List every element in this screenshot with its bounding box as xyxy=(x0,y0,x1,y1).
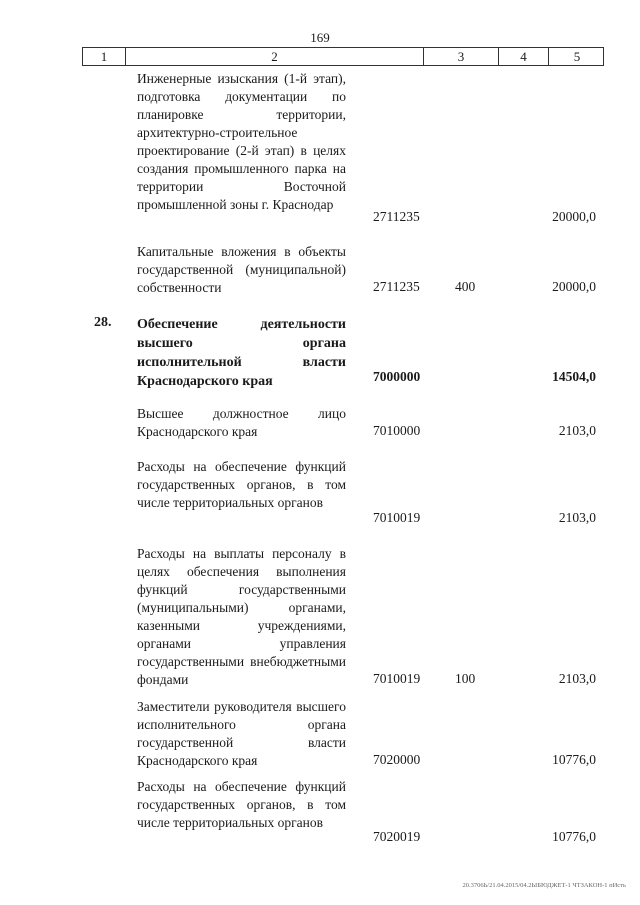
header-col-2: 2 xyxy=(126,48,424,65)
row-code: 7010019 xyxy=(373,510,421,525)
row-amount: 2103,0 xyxy=(558,671,596,686)
row-amount: 20000,0 xyxy=(552,209,596,224)
row-description: Капитальные вложения в объекты государственной (муниципальной) собственности xyxy=(137,244,346,295)
document-footer: 20.3706Ь/21.04.2015/04.2ЫБЮДЖЕТ-1 ЧТЗАКОН-1 пИсть xyxy=(462,882,626,889)
row-description: Заместители руководителя высшего исполнительного органа государственной власти Краснодарского края xyxy=(137,699,346,768)
header-col-5: 5 xyxy=(573,49,581,64)
row-amount: 2103,0 xyxy=(558,423,596,438)
row-amount: 14504,0 xyxy=(552,369,596,384)
row-description: Инженерные изыскания (1-й этап), подготовка документации по планировке территории, архитектурно-строительное проектирование (2-й этап) в целях создания промышленного парка на территории Восточной промышленной зоны г. Краснодар xyxy=(137,71,346,212)
row-number: 28. xyxy=(94,315,112,330)
row-code: 2711235 xyxy=(373,279,420,294)
page-number: 169 xyxy=(310,30,330,45)
row-amount: 2103,0 xyxy=(558,510,596,525)
row-amount: 10776,0 xyxy=(552,829,596,844)
header-col-4: 4 xyxy=(499,48,549,65)
row-description: Высшее должностное лицо Краснодарского края xyxy=(137,406,346,439)
row-description: Расходы на обеспечение функций государственных органов, в том числе территориальных органов xyxy=(137,459,346,510)
header-col-3: 3 xyxy=(424,48,499,65)
row-description: Расходы на выплаты персоналу в целях обеспечения выполнения функций государственными (муниципальными) органами, казенными учреждениями, органами управления государственными внебюджетными фондами xyxy=(137,546,346,687)
row-amount: 10776,0 xyxy=(552,752,596,767)
row-description: Обеспечение деятельности высшего органа исполнительной власти Краснодарского края xyxy=(137,317,346,389)
row-code: 7010019 xyxy=(373,671,421,686)
row-type: 400 xyxy=(455,279,476,294)
row-code: 7000000 xyxy=(373,369,421,384)
row-description: Расходы на обеспечение функций государственных органов, в том числе территориальных органов xyxy=(137,779,346,830)
row-code: 2711235 xyxy=(373,209,420,224)
row-amount: 20000,0 xyxy=(552,279,596,294)
row-type: 100 xyxy=(455,671,476,686)
table-header xyxy=(82,47,604,66)
row-code: 7020019 xyxy=(373,829,421,844)
row-code: 7010000 xyxy=(373,423,421,438)
row-code: 7020000 xyxy=(373,752,421,767)
header-col-1: 1 xyxy=(83,48,126,65)
